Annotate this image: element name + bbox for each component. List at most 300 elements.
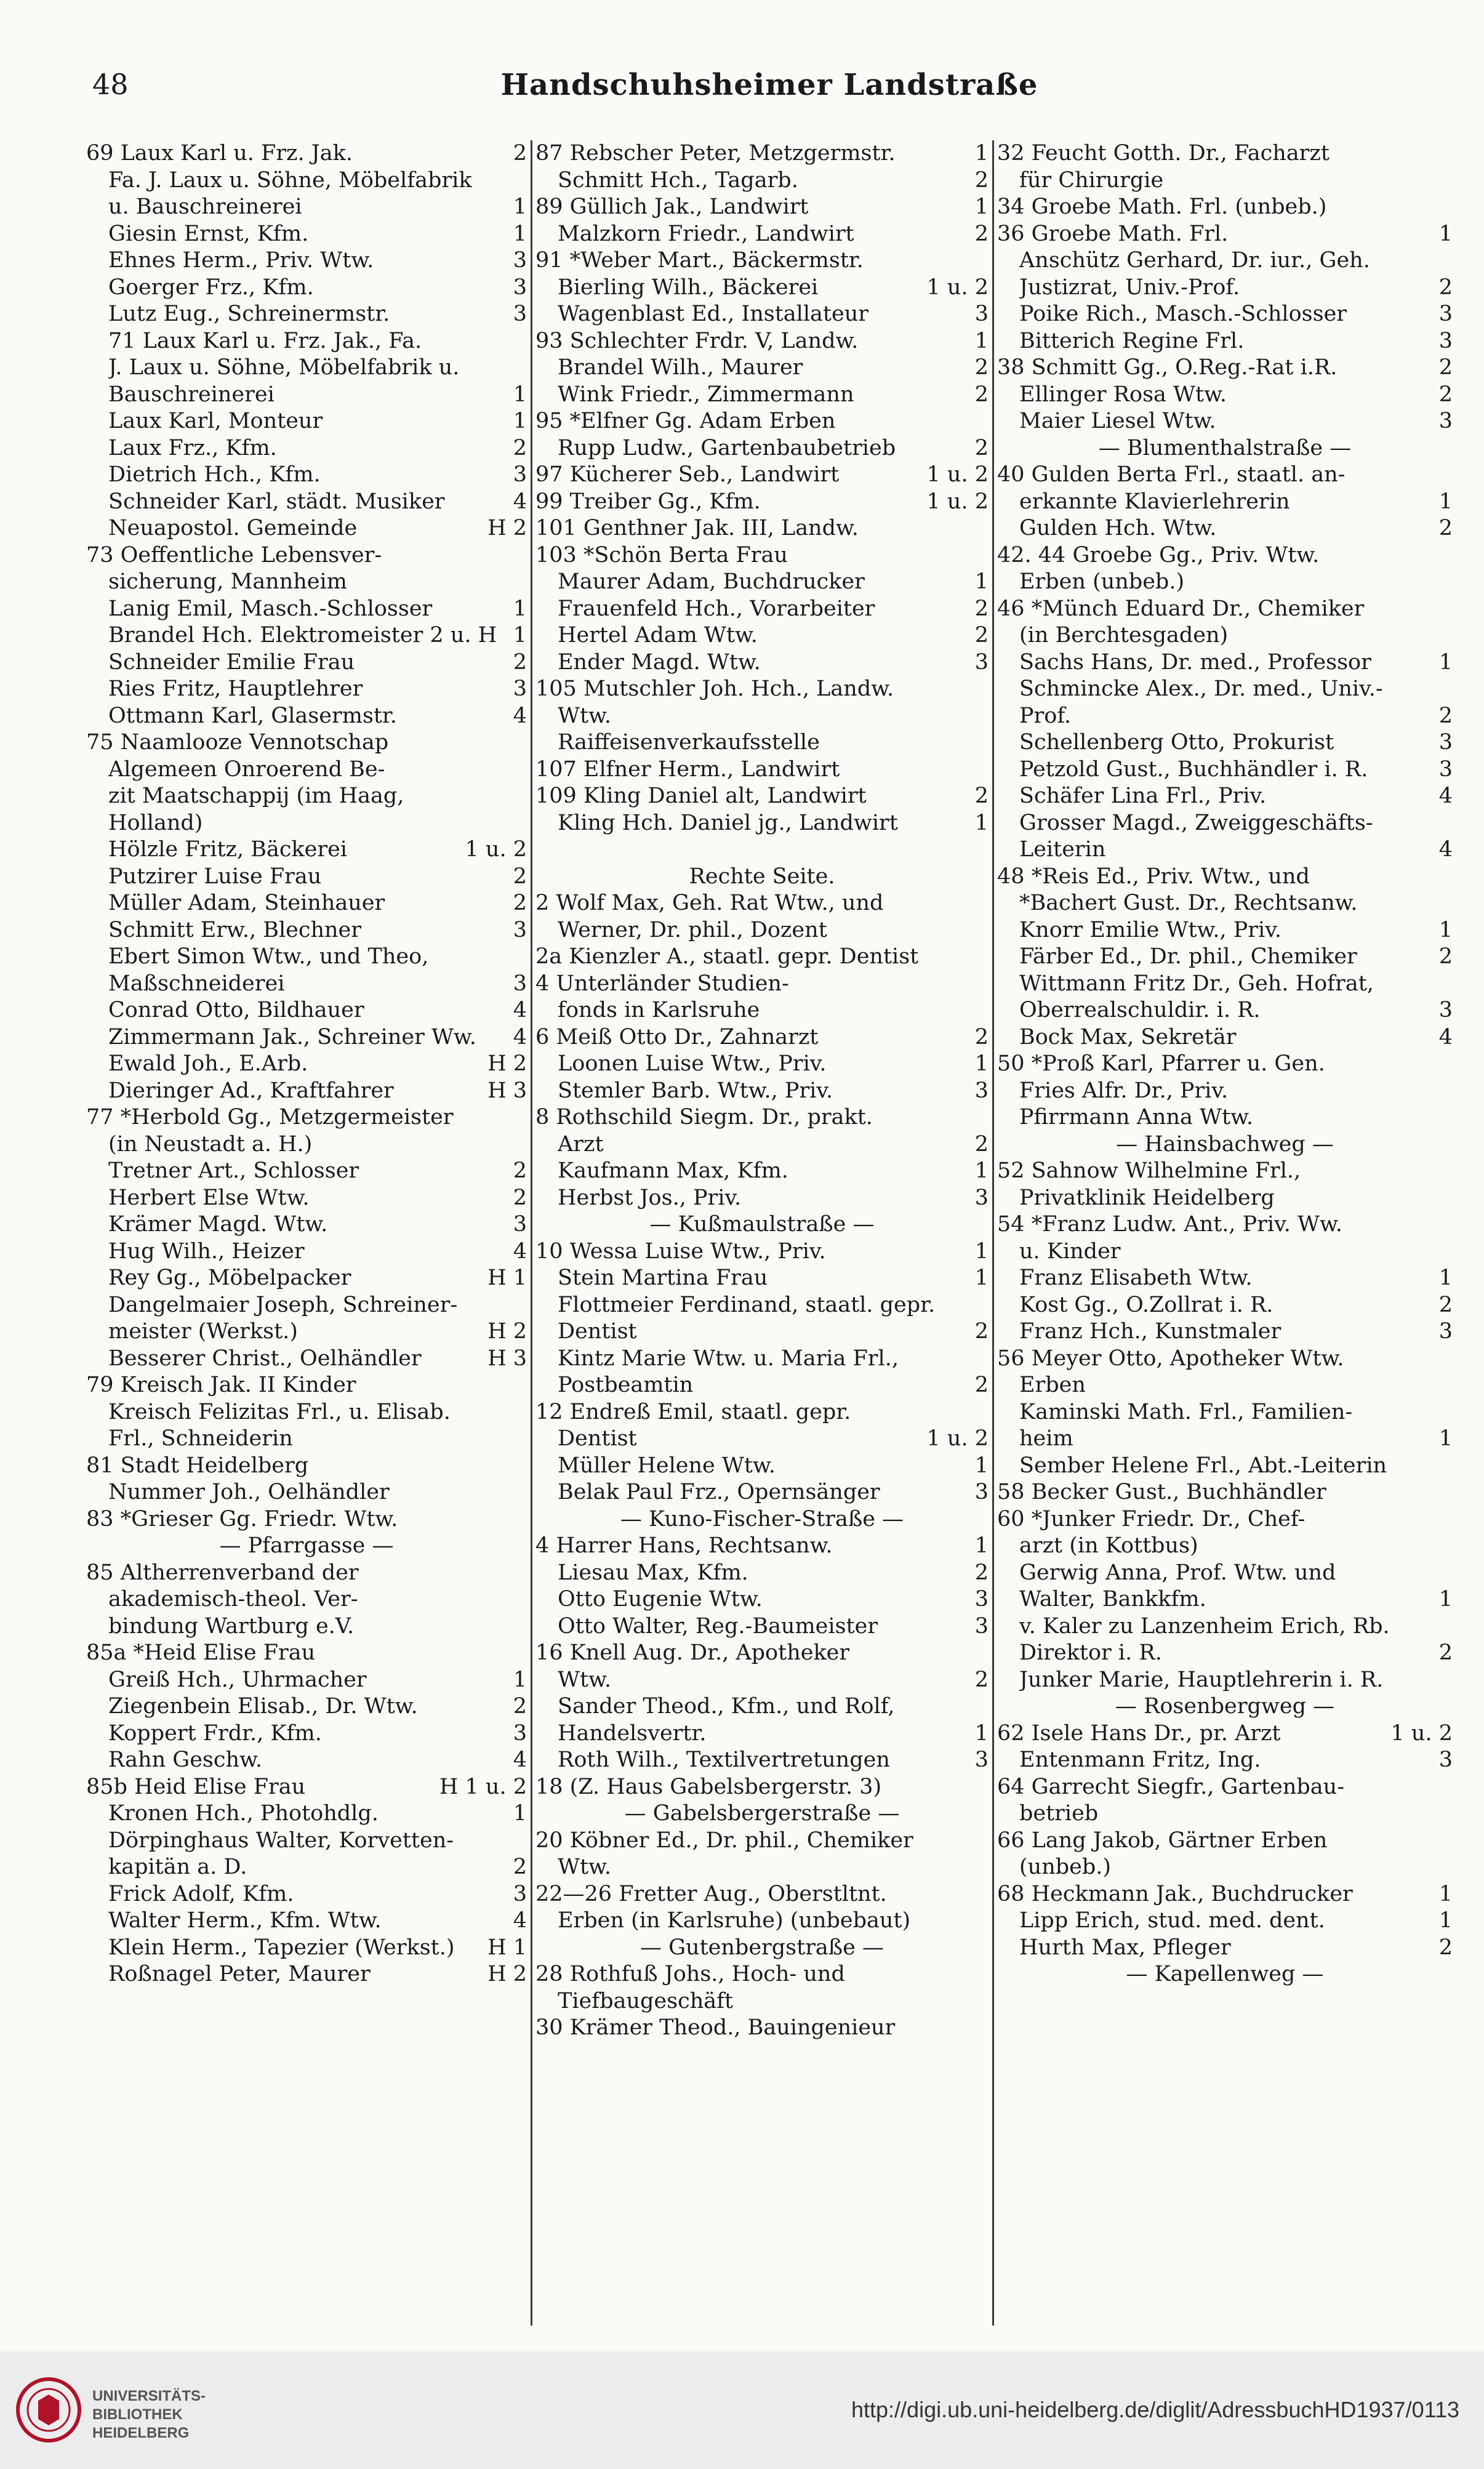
directory-entry: [535, 247, 989, 275]
floor-number: 4: [513, 1748, 527, 1772]
directory-entry: [86, 167, 527, 195]
entry-text: Herbert Else Wtw.: [108, 1185, 310, 1210]
entry-text: — Rosenbergweg —: [1115, 1694, 1335, 1719]
directory-entry: [535, 140, 989, 167]
entry-text: 30 Krämer Theod., Bauingenieur: [535, 2015, 896, 2040]
directory-entry: [535, 810, 989, 837]
directory-entry: [535, 1720, 989, 1748]
directory-entry: [86, 1104, 527, 1131]
directory-entry: [535, 837, 989, 864]
directory-entry: [86, 1131, 527, 1158]
directory-entry: [997, 489, 1453, 516]
entry-text: Malzkorn Friedr., Landwirt: [558, 221, 854, 246]
directory-entry: [997, 1104, 1453, 1131]
directory-entry: [86, 1319, 527, 1346]
entry-text: Otto Eugenie Wtw.: [558, 1587, 763, 1612]
entry-text: Fries Alfr. Dr., Priv.: [1019, 1078, 1229, 1103]
floor-number: 2: [513, 649, 527, 675]
directory-entry: [86, 1078, 527, 1105]
floor-number: 2: [1438, 703, 1453, 728]
source-url[interactable]: http://digi.ub.uni-heidelberg.de/diglit/AdressbuchHD1937/0113: [851, 2397, 1459, 2422]
floor-number: 4: [1438, 837, 1453, 862]
entry-text: Ottmann Karl, Glasermstr.: [108, 703, 397, 728]
floor-number: 4: [1438, 784, 1453, 808]
floor-number: 2: [974, 623, 989, 648]
entry-text: Bitterich Regine Frl.: [1019, 328, 1245, 353]
entry-text: Müller Helene Wtw.: [558, 1453, 776, 1478]
floor-number: 2: [513, 864, 527, 889]
floor-number: 3: [974, 649, 989, 675]
entry-text: Stemler Barb. Wtw., Priv.: [558, 1078, 833, 1103]
directory-entry: [86, 1828, 527, 1855]
floor-number: 2: [974, 1319, 989, 1344]
directory-entry: [86, 729, 527, 757]
directory-entry: [535, 489, 989, 516]
directory-entry: [997, 569, 1453, 596]
directory-entry: [997, 837, 1453, 864]
directory-entry: [86, 1399, 527, 1426]
floor-number: 1: [1438, 1587, 1453, 1612]
entry-text: 103 *Schön Berta Frau: [535, 542, 788, 568]
entry-text: 2 Wolf Max, Geh. Rat Wtw., und: [535, 891, 884, 915]
directory-entry: [86, 596, 527, 623]
floor-number: 4: [1438, 1024, 1453, 1050]
entry-text: Wagenblast Ed., Installateur: [558, 302, 868, 326]
directory-entry: [86, 1265, 527, 1292]
entry-text: Wtw.: [558, 1855, 611, 1879]
entry-text: Ewald Joh., E.Arb.: [108, 1051, 308, 1076]
directory-entry: [535, 167, 989, 195]
entry-text: 42. 44 Groebe Gg., Priv. Wtw.: [997, 542, 1320, 568]
floor-number: 4: [513, 703, 527, 728]
directory-entry: [86, 1640, 527, 1667]
directory-entry: [535, 1024, 989, 1051]
floor-number: H 2: [487, 516, 527, 540]
entry-text: 87 Rebscher Peter, Metzgermstr.: [535, 141, 896, 166]
floor-number: 3: [1438, 302, 1453, 326]
entry-text: v. Kaler zu Lanzenheim Erich, Rb.: [1019, 1613, 1390, 1639]
directory-entry: [997, 194, 1453, 221]
directory-entry: [997, 703, 1453, 730]
entry-text: Ehnes Herm., Priv. Wtw.: [108, 248, 374, 273]
floor-number: 3: [513, 302, 527, 326]
floor-number: H 1: [487, 1266, 527, 1290]
floor-number: 3: [1438, 328, 1453, 353]
entry-text: Kronen Hch., Photohdlg.: [108, 1801, 379, 1826]
directory-entry: [86, 1747, 527, 1774]
entry-text: 89 Güllich Jak., Landwirt: [535, 195, 809, 219]
entry-text: arzt (in Kottbus): [1019, 1533, 1198, 1558]
entry-text: 22—26 Fretter Aug., Oberstltnt.: [535, 1881, 887, 1906]
floor-number: 3: [513, 676, 527, 701]
directory-entry: [86, 649, 527, 676]
entry-text: Klein Herm., Tapezier (Werkst.): [108, 1935, 455, 1960]
entry-text: Zimmermann Jak., Schreiner Ww.: [108, 1024, 476, 1050]
floor-number: 3: [974, 1748, 989, 1772]
entry-text: Kreisch Felizitas Frl., u. Elisab.: [108, 1399, 451, 1424]
directory-entry: [997, 1158, 1453, 1185]
entry-text: betrieb: [1019, 1801, 1099, 1826]
directory-entry: [997, 1801, 1453, 1828]
floor-number: 3: [513, 1212, 527, 1237]
directory-entry: [535, 1185, 989, 1212]
entry-text: Arzt: [558, 1131, 604, 1157]
entry-text: Erben (in Karlsruhe) (unbebaut): [558, 1908, 911, 1933]
floor-number: 2: [974, 435, 989, 460]
directory-entry: [86, 1372, 527, 1399]
directory-entry: [535, 890, 989, 917]
directory-entry: [997, 1720, 1453, 1748]
entry-text: Walter Herm., Kfm. Wtw.: [108, 1908, 382, 1933]
entry-text: 73 Oeffentliche Lebensver-: [86, 542, 382, 568]
directory-entry: [535, 997, 989, 1024]
directory-entry: [997, 1346, 1453, 1373]
directory-entry: [535, 1292, 989, 1319]
directory-entry: [997, 944, 1453, 971]
entry-text: Ebert Simon Wtw., und Theo,: [108, 944, 429, 969]
entry-text: Bierling Wilh., Bäckerei: [558, 275, 819, 300]
floor-number: 1: [974, 1239, 989, 1264]
directory-entry: [997, 1908, 1453, 1935]
floor-number: 1: [974, 1453, 989, 1478]
entry-text: Poike Rich., Masch.-Schlosser: [1019, 302, 1347, 326]
directory-entry: [997, 1024, 1453, 1051]
entry-text: Direktor i. R.: [1019, 1640, 1162, 1665]
entry-text: 50 *Proß Karl, Pfarrer u. Gen.: [997, 1051, 1325, 1076]
entry-text: 93 Schlechter Frdr. V, Landw.: [535, 328, 859, 353]
entry-text: Wittmann Fritz Dr., Geh. Hofrat,: [1019, 971, 1374, 996]
directory-entry: [997, 221, 1453, 248]
entry-text: 75 Naamlooze Vennotschap: [86, 730, 389, 755]
floor-number: 1: [1438, 649, 1453, 675]
entry-text: Justizrat, Univ.-Prof.: [1019, 275, 1240, 300]
entry-text: u. Bauschreinerei: [108, 195, 302, 219]
entry-text: 38 Schmitt Gg., O.Reg.-Rat i.R.: [997, 355, 1338, 380]
directory-entry: [535, 221, 989, 248]
page-header: [92, 68, 1446, 111]
directory-entry: [997, 596, 1453, 623]
directory-entry: [997, 1613, 1453, 1640]
directory-entry: [535, 1078, 989, 1105]
directory-entry: [997, 1211, 1453, 1239]
floor-number: 1: [974, 1533, 989, 1558]
directory-entry: [86, 1613, 527, 1640]
floor-number: 3: [513, 275, 527, 300]
entry-text: Dentist: [558, 1319, 637, 1344]
floor-number: 3: [974, 1587, 989, 1612]
entry-text: Anschütz Gerhard, Dr. iur., Geh.: [1019, 248, 1370, 273]
entry-text: Handelsvertr.: [558, 1720, 707, 1746]
directory-entry: [535, 1051, 989, 1078]
entry-text: Entenmann Fritz, Ing.: [1019, 1748, 1261, 1772]
entry-text: — Gutenbergstraße —: [640, 1935, 884, 1960]
entry-text: 16 Knell Aug. Dr., Apotheker: [535, 1640, 850, 1665]
floor-number: 2: [1438, 275, 1453, 300]
section-heading: [535, 1935, 989, 1962]
floor-number: 2: [1438, 355, 1453, 380]
directory-entry: [86, 275, 527, 302]
directory-entry: [535, 462, 989, 489]
directory-entry: [535, 1908, 989, 1935]
directory-entry: [535, 355, 989, 382]
entry-text: 81 Stadt Heidelberg: [86, 1453, 309, 1478]
entry-text: Dangelmaier Joseph, Schreiner-: [108, 1292, 458, 1317]
entry-text: 56 Meyer Otto, Apotheker Wtw.: [997, 1346, 1344, 1371]
entry-text: Maier Liesel Wtw.: [1019, 409, 1216, 433]
directory-entry: [997, 676, 1453, 703]
entry-text: 85b Heid Elise Frau: [86, 1774, 306, 1799]
entry-text: Schäfer Lina Frl., Priv.: [1019, 784, 1267, 808]
entry-text: Erben: [1019, 1373, 1086, 1397]
directory-entry: [535, 382, 989, 409]
entry-text: (in Berchtesgaden): [1019, 623, 1229, 648]
entry-text: — Blumenthalstraße —: [1098, 435, 1352, 460]
entry-text: Herbst Jos., Priv.: [558, 1185, 742, 1210]
entry-text: 107 Elfner Herm., Landwirt: [535, 757, 840, 782]
entry-text: 85 Altherrenverband der: [86, 1560, 359, 1585]
floor-number: 3: [513, 1720, 527, 1746]
entry-text: 32 Feucht Gotth. Dr., Facharzt: [997, 141, 1330, 166]
directory-entry: [997, 810, 1453, 837]
entry-text: 8 Rothschild Siegm. Dr., prakt.: [535, 1105, 873, 1130]
directory-entry: [997, 1292, 1453, 1319]
floor-number: 3: [1438, 730, 1453, 755]
entry-text: Müller Adam, Steinhauer: [108, 891, 385, 915]
directory-entry: [86, 703, 527, 730]
entry-text: Kling Hch. Daniel jg., Landwirt: [558, 810, 898, 835]
directory-entry: [997, 1265, 1453, 1292]
entry-text: Roth Wilh., Textilvertretungen: [558, 1748, 890, 1772]
entry-text: 12 Endreß Emil, staatl. gepr.: [535, 1399, 851, 1424]
entry-text: Besserer Christ., Oelhändler: [108, 1346, 422, 1371]
floor-number: H 2: [487, 1962, 527, 1986]
directory-entry: [86, 864, 527, 891]
directory-entry: [535, 1693, 989, 1720]
entry-text: J. Laux u. Söhne, Möbelfabrik u.: [108, 355, 460, 380]
entry-text: kapitän a. D.: [108, 1855, 247, 1879]
entry-text: Leiterin: [1019, 837, 1106, 862]
directory-entry: [86, 1239, 527, 1266]
directory-entry: [86, 569, 527, 596]
entry-text: Ellinger Rosa Wtw.: [1019, 382, 1227, 407]
directory-entry: [86, 1854, 527, 1881]
entry-text: Schmitt Hch., Tagarb.: [558, 167, 798, 193]
floor-number: 2: [974, 1024, 989, 1050]
directory-entry: [86, 757, 527, 784]
directory-entry: [997, 1426, 1453, 1453]
entry-text: sicherung, Mannheim: [108, 569, 347, 594]
floor-number: 1: [974, 810, 989, 835]
floor-number: 3: [513, 1881, 527, 1906]
directory-entry: [86, 247, 527, 275]
entry-text: 77 *Herbold Gg., Metzgermeister: [86, 1105, 454, 1130]
entry-text: Laux Frz., Kfm.: [108, 435, 277, 460]
floor-number: 2: [974, 1667, 989, 1692]
entry-text: für Chirurgie: [1019, 167, 1164, 193]
entry-text: Pfirrmann Anna Wtw.: [1019, 1105, 1253, 1130]
directory-entry: [86, 1586, 527, 1613]
directory-entry: [86, 1693, 527, 1720]
entry-text: Knorr Emilie Wtw., Priv.: [1019, 917, 1281, 942]
entry-text: bindung Wartburg e.V.: [108, 1613, 355, 1639]
entry-text: Gulden Hch. Wtw.: [1019, 516, 1217, 540]
entry-text: 71 Laux Karl u. Frz. Jak., Fa.: [108, 328, 422, 353]
directory-entry: [997, 1667, 1453, 1694]
floor-number: 2: [974, 355, 989, 380]
directory-entry: [997, 1881, 1453, 1908]
entry-text: 20 Köbner Ed., Dr. phil., Chemiker: [535, 1828, 913, 1853]
directory-entry: [86, 1935, 527, 1962]
floor-number: 3: [513, 248, 527, 273]
directory-entry: [535, 542, 989, 569]
directory-entry: [535, 1854, 989, 1881]
floor-number: 1 u. 2: [926, 1426, 989, 1451]
directory-entry: [535, 676, 989, 703]
floor-number: 1: [974, 569, 989, 594]
entry-text: Hurth Max, Pfleger: [1019, 1935, 1231, 1960]
directory-entry: [997, 382, 1453, 409]
directory-entry: [535, 1961, 989, 1988]
entry-text: Dietrich Hch., Kfm.: [108, 462, 321, 487]
section-heading: [535, 1506, 989, 1533]
directory-entry: [86, 1211, 527, 1239]
directory-entry: [535, 1881, 989, 1908]
directory-entry: [997, 301, 1453, 328]
directory-entry: [86, 408, 527, 435]
directory-entry: [997, 622, 1453, 649]
directory-entry: [86, 837, 527, 864]
entry-text: Hertel Adam Wtw.: [558, 623, 758, 648]
directory-entry: [997, 1319, 1453, 1346]
floor-number: 2: [974, 784, 989, 808]
directory-entry: [86, 1881, 527, 1908]
directory-entry: [86, 194, 527, 221]
floor-number: 3: [974, 302, 989, 326]
entry-text: Wtw.: [558, 1667, 611, 1692]
entry-text: 6 Meiß Otto Dr., Zahnarzt: [535, 1024, 819, 1050]
directory-entry: [86, 382, 527, 409]
entry-text: (in Neustadt a. H.): [108, 1131, 313, 1157]
entry-text: 28 Rothfuß Johs., Hoch- und: [535, 1962, 845, 1986]
entry-text: Sander Theod., Kfm., und Rolf,: [558, 1694, 895, 1719]
floor-number: 1: [974, 1266, 989, 1290]
entry-text: 58 Becker Gust., Buchhändler: [997, 1480, 1326, 1504]
entry-text: Wink Friedr., Zimmermann: [558, 382, 854, 407]
floor-number: 1: [1438, 1266, 1453, 1290]
floor-number: 2: [513, 435, 527, 460]
floor-number: 2: [974, 1373, 989, 1397]
entry-text: — Kußmaulstraße —: [649, 1212, 875, 1237]
directory-entry: [997, 140, 1453, 167]
entry-text: Maurer Adam, Buchdrucker: [558, 569, 865, 594]
floor-number: 2: [513, 141, 527, 166]
entry-text: 95 *Elfner Gg. Adam Erben: [535, 409, 836, 433]
directory-entry: [997, 1506, 1453, 1533]
entry-text: Hug Wilh., Heizer: [108, 1239, 305, 1264]
entry-text: Frick Adolf, Kfm.: [108, 1881, 294, 1906]
directory-entry: [535, 435, 989, 462]
floor-number: 2: [974, 1131, 989, 1157]
floor-number: 4: [513, 1908, 527, 1933]
directory-entry: [997, 462, 1453, 489]
entry-text: Koppert Frdr., Kfm.: [108, 1720, 322, 1746]
directory-entry: [997, 1372, 1453, 1399]
entry-text: 36 Groebe Math. Frl.: [997, 221, 1229, 246]
directory-entry: [86, 1801, 527, 1828]
section-heading: [997, 1131, 1453, 1158]
directory-entry: [86, 1961, 527, 1988]
entry-text: — Kapellenweg —: [1126, 1962, 1324, 1986]
directory-entry: [997, 649, 1453, 676]
floor-number: 2: [974, 221, 989, 246]
section-heading: [535, 1211, 989, 1239]
entry-text: 46 *Münch Eduard Dr., Chemiker: [997, 596, 1365, 621]
entry-text: Laux Karl, Monteur: [108, 409, 323, 433]
entry-text: 69 Laux Karl u. Frz. Jak.: [86, 141, 353, 166]
floor-number: 4: [513, 489, 527, 514]
entry-text: Roßnagel Peter, Maurer: [108, 1962, 371, 1986]
entry-text: Lutz Eug., Schreinermstr.: [108, 302, 390, 326]
directory-entry: [997, 247, 1453, 275]
floor-number: 1: [1438, 221, 1453, 246]
entry-text: Raiffeisenverkaufsstelle: [558, 730, 820, 755]
entry-text: fonds in Karlsruhe: [558, 998, 760, 1022]
directory-entry: [997, 997, 1453, 1024]
floor-number: 1: [974, 1158, 989, 1183]
entry-text: erkannte Klavierlehrerin: [1019, 489, 1290, 514]
directory-entry: [535, 1533, 989, 1560]
directory-entry: [997, 355, 1453, 382]
directory-entry: [86, 917, 527, 944]
entry-text: heim: [1019, 1426, 1073, 1451]
entry-text: Giesin Ernst, Kfm.: [108, 221, 309, 246]
directory-entry: [86, 489, 527, 516]
floor-number: 1: [513, 1801, 527, 1826]
directory-entry: [535, 1346, 989, 1373]
entry-text: 85a *Heid Elise Frau: [86, 1640, 316, 1665]
directory-entry: [535, 301, 989, 328]
directory-entry: [535, 1158, 989, 1185]
directory-entry: [997, 1453, 1453, 1480]
entry-text: Ziegenbein Elisab., Dr. Wtw.: [108, 1694, 418, 1719]
floor-number: 1: [513, 221, 527, 246]
directory-entry: [86, 1426, 527, 1453]
column-left: [86, 140, 527, 2326]
directory-entry: [86, 971, 527, 998]
entry-text: 109 Kling Daniel alt, Landwirt: [535, 784, 867, 808]
entry-text: Loonen Luise Wtw., Priv.: [558, 1051, 827, 1076]
directory-entry: [997, 1051, 1453, 1078]
entry-text: Franz Hch., Kunstmaler: [1019, 1319, 1281, 1344]
floor-number: 3: [974, 1480, 989, 1504]
floor-number: 1: [1438, 1426, 1453, 1451]
entry-text: Kost Gg., O.Zollrat i. R.: [1019, 1292, 1273, 1317]
entry-text: Frl., Schneiderin: [108, 1426, 293, 1451]
floor-number: 1 u. 2: [465, 837, 527, 862]
floor-number: H 1 u. 2: [439, 1774, 527, 1799]
floor-number: 2: [974, 167, 989, 193]
floor-number: 3: [513, 462, 527, 487]
entry-text: 62 Isele Hans Dr., pr. Arzt: [997, 1720, 1281, 1746]
column-middle: [535, 140, 989, 2326]
directory-entry: [86, 783, 527, 810]
directory-entry: [535, 1747, 989, 1774]
directory-entry: [997, 1479, 1453, 1506]
directory-entry: [535, 1613, 989, 1640]
directory-entry: [997, 1185, 1453, 1212]
entry-text: 91 *Weber Mart., Bäckermstr.: [535, 248, 864, 273]
entry-text: Lipp Erich, stud. med. dent.: [1019, 1908, 1325, 1933]
